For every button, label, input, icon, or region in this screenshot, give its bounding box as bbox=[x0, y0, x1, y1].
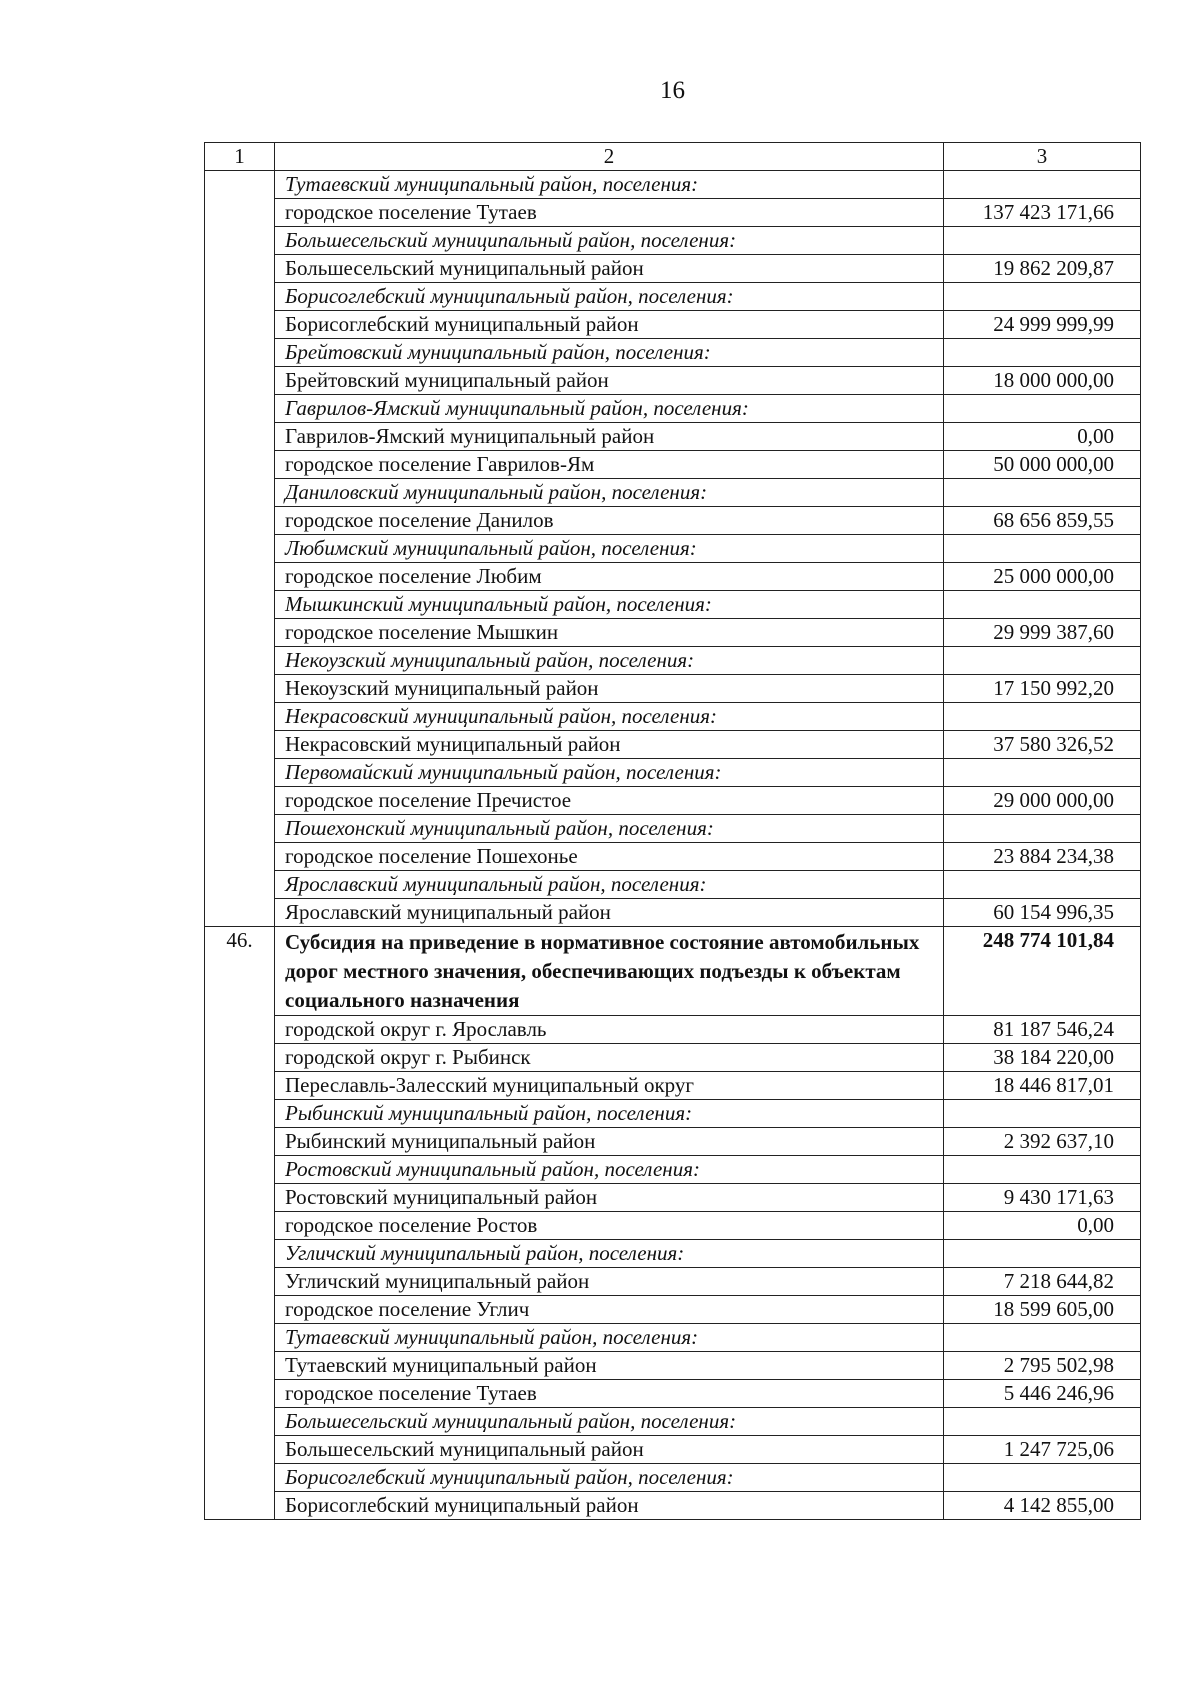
row-value bbox=[944, 1240, 1141, 1268]
row-name: Тутаевский муниципальный район bbox=[275, 1352, 944, 1380]
row-index-cell bbox=[205, 1436, 275, 1464]
group-row bbox=[205, 1156, 1141, 1184]
table-row bbox=[205, 619, 1141, 647]
row-name: Большесельский муниципальный район bbox=[275, 255, 944, 283]
table-row bbox=[205, 255, 1141, 283]
group-row bbox=[205, 395, 1141, 423]
row-name: Большесельский муниципальный район bbox=[275, 1436, 944, 1464]
group-row bbox=[205, 171, 1141, 199]
row-index-cell bbox=[205, 899, 275, 927]
group-name: Первомайский муниципальный район, поселения: bbox=[275, 759, 944, 787]
row-index-cell bbox=[205, 227, 275, 255]
row-value bbox=[944, 703, 1141, 731]
table-row bbox=[205, 1016, 1141, 1044]
row-value: 37 580 326,52 bbox=[944, 731, 1141, 759]
row-value bbox=[944, 1156, 1141, 1184]
group-name: Тутаевский муниципальный район, поселения: bbox=[275, 171, 944, 199]
row-value: 2 795 502,98 bbox=[944, 1352, 1141, 1380]
row-index-cell bbox=[205, 1100, 275, 1128]
table-row bbox=[205, 423, 1141, 451]
table-row bbox=[205, 1492, 1141, 1520]
group-name: Рыбинский муниципальный район, поселения: bbox=[275, 1100, 944, 1128]
item-index: 46. bbox=[205, 927, 275, 1016]
group-row bbox=[205, 1464, 1141, 1492]
group-row bbox=[205, 647, 1141, 675]
row-value: 23 884 234,38 bbox=[944, 843, 1141, 871]
row-value: 50 000 000,00 bbox=[944, 451, 1141, 479]
row-name: городское поселение Углич bbox=[275, 1296, 944, 1324]
table-row bbox=[205, 1128, 1141, 1156]
row-value: 137 423 171,66 bbox=[944, 199, 1141, 227]
row-value bbox=[944, 395, 1141, 423]
group-row bbox=[205, 1324, 1141, 1352]
group-row bbox=[205, 339, 1141, 367]
row-index-cell bbox=[205, 1016, 275, 1044]
row-index-cell bbox=[205, 1408, 275, 1436]
row-value bbox=[944, 1100, 1141, 1128]
group-name: Гаврилов-Ямский муниципальный район, поселения: bbox=[275, 395, 944, 423]
row-index-cell bbox=[205, 171, 275, 199]
row-index-cell bbox=[205, 1156, 275, 1184]
row-value bbox=[944, 535, 1141, 563]
row-index-cell bbox=[205, 1464, 275, 1492]
table-row bbox=[205, 311, 1141, 339]
group-row bbox=[205, 703, 1141, 731]
row-value bbox=[944, 479, 1141, 507]
group-name: Тутаевский муниципальный район, поселения: bbox=[275, 1324, 944, 1352]
row-index-cell bbox=[205, 311, 275, 339]
row-value: 9 430 171,63 bbox=[944, 1184, 1141, 1212]
subsidy-table bbox=[204, 142, 1141, 1520]
row-index-cell bbox=[205, 535, 275, 563]
row-value bbox=[944, 871, 1141, 899]
row-index-cell bbox=[205, 367, 275, 395]
group-row bbox=[205, 535, 1141, 563]
group-name: Некрасовский муниципальный район, поселения: bbox=[275, 703, 944, 731]
row-index-cell bbox=[205, 395, 275, 423]
table-row bbox=[205, 507, 1141, 535]
row-name: Борисоглебский муниципальный район bbox=[275, 1492, 944, 1520]
row-name: Ростовский муниципальный район bbox=[275, 1184, 944, 1212]
row-value: 29 999 387,60 bbox=[944, 619, 1141, 647]
row-index-cell bbox=[205, 1240, 275, 1268]
row-index-cell bbox=[205, 731, 275, 759]
row-name: городское поселение Пречистое bbox=[275, 787, 944, 815]
row-index-cell bbox=[205, 199, 275, 227]
row-value: 17 150 992,20 bbox=[944, 675, 1141, 703]
group-name: Большесельский муниципальный район, поселения: bbox=[275, 227, 944, 255]
row-value: 24 999 999,99 bbox=[944, 311, 1141, 339]
page-number: 16 bbox=[660, 77, 685, 104]
row-index-cell bbox=[205, 787, 275, 815]
table-row bbox=[205, 1044, 1141, 1072]
group-name: Мышкинский муниципальный район, поселения: bbox=[275, 591, 944, 619]
row-value: 4 142 855,00 bbox=[944, 1492, 1141, 1520]
row-name: Некоузский муниципальный район bbox=[275, 675, 944, 703]
row-value: 68 656 859,55 bbox=[944, 507, 1141, 535]
table-row bbox=[205, 1184, 1141, 1212]
table-row bbox=[205, 1436, 1141, 1464]
column-header-2: 2 bbox=[275, 143, 944, 171]
row-index-cell bbox=[205, 675, 275, 703]
group-name: Ярославский муниципальный район, поселения: bbox=[275, 871, 944, 899]
row-name: Брейтовский муниципальный район bbox=[275, 367, 944, 395]
row-name: городское поселение Любим bbox=[275, 563, 944, 591]
group-name: Большесельский муниципальный район, поселения: bbox=[275, 1408, 944, 1436]
group-name: Некоузский муниципальный район, поселения: bbox=[275, 647, 944, 675]
row-index-cell bbox=[205, 871, 275, 899]
row-value: 81 187 546,24 bbox=[944, 1016, 1141, 1044]
row-index-cell bbox=[205, 1352, 275, 1380]
row-value: 18 446 817,01 bbox=[944, 1072, 1141, 1100]
table-header-row bbox=[205, 143, 1141, 171]
row-name: Борисоглебский муниципальный район bbox=[275, 311, 944, 339]
row-name: городское поселение Тутаев bbox=[275, 199, 944, 227]
row-name: Ярославский муниципальный район bbox=[275, 899, 944, 927]
row-value bbox=[944, 1464, 1141, 1492]
table-row bbox=[205, 1296, 1141, 1324]
group-row bbox=[205, 815, 1141, 843]
row-name: городской округ г. Рыбинск bbox=[275, 1044, 944, 1072]
row-name: городское поселение Пошехонье bbox=[275, 843, 944, 871]
table-row bbox=[205, 1072, 1141, 1100]
row-index-cell bbox=[205, 619, 275, 647]
group-row bbox=[205, 591, 1141, 619]
row-index-cell bbox=[205, 1212, 275, 1240]
table-row bbox=[205, 787, 1141, 815]
group-name: Борисоглебский муниципальный район, поселения: bbox=[275, 283, 944, 311]
row-value: 60 154 996,35 bbox=[944, 899, 1141, 927]
row-index-cell bbox=[205, 1324, 275, 1352]
row-value: 5 446 246,96 bbox=[944, 1380, 1141, 1408]
table-row bbox=[205, 199, 1141, 227]
table-row bbox=[205, 451, 1141, 479]
group-row bbox=[205, 479, 1141, 507]
row-index-cell bbox=[205, 647, 275, 675]
group-row bbox=[205, 283, 1141, 311]
table-row bbox=[205, 731, 1141, 759]
group-name: Брейтовский муниципальный район, поселения: bbox=[275, 339, 944, 367]
row-index-cell bbox=[205, 815, 275, 843]
table-row bbox=[205, 367, 1141, 395]
table-row bbox=[205, 843, 1141, 871]
row-value: 0,00 bbox=[944, 423, 1141, 451]
group-row bbox=[205, 1240, 1141, 1268]
row-value: 18 000 000,00 bbox=[944, 367, 1141, 395]
table-row bbox=[205, 1380, 1141, 1408]
group-name: Любимский муниципальный район, поселения: bbox=[275, 535, 944, 563]
item-total: 248 774 101,84 bbox=[944, 927, 1141, 1016]
table-row bbox=[205, 1212, 1141, 1240]
row-value: 38 184 220,00 bbox=[944, 1044, 1141, 1072]
row-name: Угличский муниципальный район bbox=[275, 1268, 944, 1296]
row-value: 0,00 bbox=[944, 1212, 1141, 1240]
row-index-cell bbox=[205, 703, 275, 731]
group-row bbox=[205, 759, 1141, 787]
row-name: Некрасовский муниципальный район bbox=[275, 731, 944, 759]
table-row bbox=[205, 675, 1141, 703]
row-name: Рыбинский муниципальный район bbox=[275, 1128, 944, 1156]
group-name: Пошехонский муниципальный район, поселения: bbox=[275, 815, 944, 843]
row-name: городское поселение Тутаев bbox=[275, 1380, 944, 1408]
row-name: городское поселение Ростов bbox=[275, 1212, 944, 1240]
group-name: Ростовский муниципальный район, поселения: bbox=[275, 1156, 944, 1184]
row-value bbox=[944, 283, 1141, 311]
table-row bbox=[205, 1352, 1141, 1380]
row-index-cell bbox=[205, 759, 275, 787]
row-index-cell bbox=[205, 1184, 275, 1212]
row-value: 25 000 000,00 bbox=[944, 563, 1141, 591]
row-index-cell bbox=[205, 451, 275, 479]
row-index-cell bbox=[205, 1492, 275, 1520]
row-value: 1 247 725,06 bbox=[944, 1436, 1141, 1464]
row-name: Переславль-Залесский муниципальный округ bbox=[275, 1072, 944, 1100]
table-row bbox=[205, 1268, 1141, 1296]
column-header-1: 1 bbox=[205, 143, 275, 171]
group-row bbox=[205, 1100, 1141, 1128]
row-value: 2 392 637,10 bbox=[944, 1128, 1141, 1156]
row-index-cell bbox=[205, 843, 275, 871]
row-index-cell bbox=[205, 1296, 275, 1324]
group-name: Даниловский муниципальный район, поселения: bbox=[275, 479, 944, 507]
item-title: Субсидия на приведение в нормативное состояние автомобильных дорог местного значения, обеспечивающих подъезды к объектам социального назначения bbox=[275, 927, 944, 1016]
row-index-cell bbox=[205, 591, 275, 619]
item-46-row bbox=[205, 927, 1141, 1016]
row-index-cell bbox=[205, 283, 275, 311]
row-index-cell bbox=[205, 563, 275, 591]
row-value bbox=[944, 339, 1141, 367]
column-header-3: 3 bbox=[944, 143, 1141, 171]
row-name: городское поселение Мышкин bbox=[275, 619, 944, 647]
table-row bbox=[205, 563, 1141, 591]
row-value: 29 000 000,00 bbox=[944, 787, 1141, 815]
row-index-cell bbox=[205, 507, 275, 535]
row-index-cell bbox=[205, 479, 275, 507]
row-index-cell bbox=[205, 423, 275, 451]
row-value bbox=[944, 1408, 1141, 1436]
table-body bbox=[205, 143, 1141, 1520]
row-value bbox=[944, 591, 1141, 619]
row-value bbox=[944, 171, 1141, 199]
row-index-cell bbox=[205, 1268, 275, 1296]
row-value bbox=[944, 759, 1141, 787]
group-row bbox=[205, 871, 1141, 899]
row-index-cell bbox=[205, 255, 275, 283]
row-name: Гаврилов-Ямский муниципальный район bbox=[275, 423, 944, 451]
group-name: Борисоглебский муниципальный район, поселения: bbox=[275, 1464, 944, 1492]
table-row bbox=[205, 899, 1141, 927]
row-index-cell bbox=[205, 1072, 275, 1100]
row-value: 7 218 644,82 bbox=[944, 1268, 1141, 1296]
row-value bbox=[944, 227, 1141, 255]
row-name: городское поселение Гаврилов-Ям bbox=[275, 451, 944, 479]
group-row bbox=[205, 227, 1141, 255]
group-name: Угличский муниципальный район, поселения: bbox=[275, 1240, 944, 1268]
row-value bbox=[944, 815, 1141, 843]
row-index-cell bbox=[205, 339, 275, 367]
row-value: 18 599 605,00 bbox=[944, 1296, 1141, 1324]
row-index-cell bbox=[205, 1128, 275, 1156]
row-name: городской округ г. Ярославль bbox=[275, 1016, 944, 1044]
row-index-cell bbox=[205, 1044, 275, 1072]
row-value bbox=[944, 647, 1141, 675]
row-value: 19 862 209,87 bbox=[944, 255, 1141, 283]
row-index-cell bbox=[205, 1380, 275, 1408]
row-value bbox=[944, 1324, 1141, 1352]
row-name: городское поселение Данилов bbox=[275, 507, 944, 535]
group-row bbox=[205, 1408, 1141, 1436]
